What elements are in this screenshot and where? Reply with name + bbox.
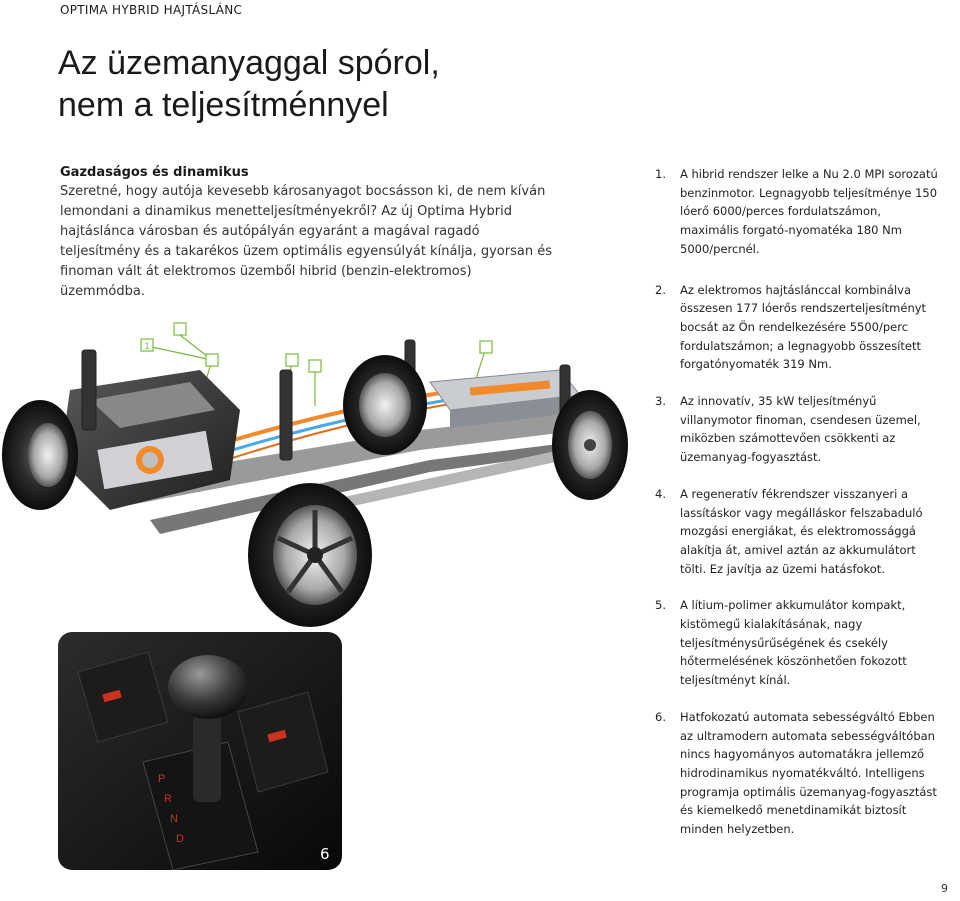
svg-text:R: R	[164, 793, 172, 805]
page-number: 9	[941, 882, 948, 895]
feature-text: A lítium-polimer akkumulátor kompakt, kistömegű kialakításának, nagy teljesítménysűrűségének és csekély hőtermelésének köszönhetően fokozott teljesítményt kínál.	[680, 598, 907, 688]
svg-text:P: P	[158, 773, 166, 785]
callout-markers	[141, 323, 492, 372]
svg-text:D: D	[176, 833, 184, 845]
feature-text: Az elektromos hajtáslánccal kombinálva összesen 177 lóerős rendszerteljesítményt bocsát az Ön rendelkezésére 5500/perc fordulatszámon; a legnagyobb összesített forgatónyomaték 319 Nm.	[680, 282, 927, 372]
feature-item	[655, 708, 940, 839]
front-left-wheel	[248, 483, 372, 627]
feature-list	[655, 165, 940, 839]
front-right-wheel	[2, 400, 78, 510]
feature-text: A hibrid rendszer lelke a Nu 2.0 MPI sorozatú benzinmotor. Legnagyobb teljesítménye 150 lóerő 6000/perces fordulatszámon, maximális forgató-nyomatéka 180 Nm 5000/percnél.	[680, 167, 938, 256]
feature-number: 5.	[655, 598, 666, 613]
title-line-2: nem a teljesítménnyel	[58, 86, 389, 124]
intro-body: Szeretné, hogy autója kevesebb károsanyagot bocsásson ki, de nem kíván lemondani a dinamikus menetteljesítményekről? Az új Optima Hybrid hajtáslánca városban és autópályán egyaránt a magával ragadó teljesítmény és a takarékos üzem optimális egyensúlyát kínálja, gyorsan és finoman vált át elektromos üzemből hibrid (benzin-elektromos) üzemmódba.	[60, 184, 552, 299]
feature-text: A regeneratív fékrendszer visszanyeri a lassításkor vagy megálláskor felszabaduló mozgási energiákat, és elektromossággá alakítja át, amivel aztán az akkumulátort tölti. Ez javítja az üzemi hatásfokot.	[680, 486, 923, 576]
feature-item	[655, 596, 940, 690]
intro-block	[60, 164, 560, 302]
feature-item	[655, 392, 940, 467]
callout-1: 1	[144, 341, 150, 351]
feature-text: Hatfokozatú automata sebességváltó Ebben az ultramodern automata sebességváltóban nincs hagyományos automatákra jellemző hidrodinamikus nyomatékváltó. Intelligens programja optimális üzemanyag-fogyasztást és kiemelkedő menetdinamikát biztosít minden helyzetben.	[680, 709, 937, 837]
feature-text: Az innovatív, 35 kW teljesítményű villanymotor finoman, csendesen üzemel, miközben számottevően csökkenti az üzemanyag-fogyasztást.	[680, 394, 921, 465]
feature-item	[655, 485, 940, 579]
drivetrain-illustration	[0, 310, 640, 630]
title-line-1: Az üzemanyaggal spórol,	[58, 44, 440, 82]
feature-number: 4.	[655, 486, 666, 501]
rear-right-wheel	[343, 355, 427, 455]
feature-number: 6.	[655, 709, 666, 724]
section-label: OPTIMA HYBRID HAJTÁSLÁNC	[60, 3, 243, 17]
gear-callout-number: 6	[320, 845, 330, 863]
feature-number: 1.	[655, 167, 666, 181]
svg-text:N: N	[170, 813, 178, 825]
rear-left-wheel	[552, 390, 628, 500]
feature-number: 2.	[655, 282, 666, 297]
feature-item	[655, 281, 940, 375]
page-title	[58, 42, 578, 126]
feature-item	[655, 165, 940, 259]
feature-number: 3.	[655, 394, 666, 409]
gear-shifter-photo	[58, 632, 342, 870]
intro-heading: Gazdaságos és dinamikus	[60, 165, 249, 180]
